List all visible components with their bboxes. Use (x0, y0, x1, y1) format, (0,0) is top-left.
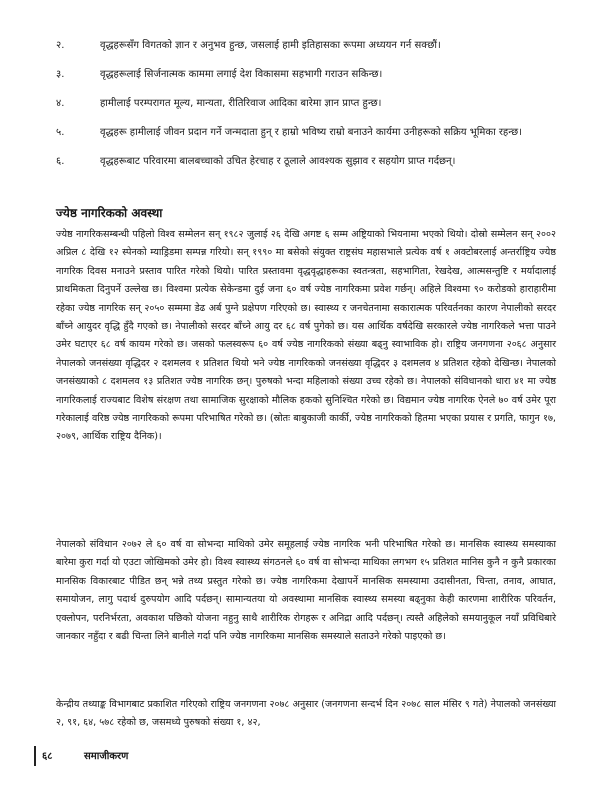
list-item-text: वृद्धहरूलाई सिर्जनात्मक काममा लगाई देश विकासमा सहभागी गराउन सकिन्छ। (100, 69, 383, 80)
footer-divider (34, 746, 36, 766)
list-item (56, 36, 556, 55)
list-item-text: वृद्धहरूबाट परिवारमा बालबच्चाको उचित हेरचाह र ठूलाले आवश्यक सुझाव र सहयोग प्राप्त गर्दछन्। (100, 156, 456, 167)
list-item (56, 65, 556, 84)
numbered-list (56, 36, 556, 181)
list-item (56, 123, 556, 142)
list-item-text: वृद्धहरू हामीलाई जीवन प्रदान गर्ने जन्मदाता हुन् र हाम्रो भविष्य राम्रो बनाउने कार्यमा उनीहरूको सक्रिय भूमिका रहन्छ। (100, 127, 522, 138)
section-heading: ज्येष्ठ नागरिकको अवस्था (56, 206, 163, 220)
paragraph-3: केन्द्रीय तथ्याङ्क विभागबाट प्रकाशित गरिएको राष्ट्रिय जनगणना २०७८ अनुसार (जनगणना सन्दर्भ दिन २०७८ साल मंसिर ९ गते) नेपालको जनसंख्या २, ९१, ६४, ५७८ रहेको छ, जसमध्ये पुरुषको संख्या १, ४२, (56, 699, 556, 729)
list-item (56, 152, 556, 171)
list-item-text: हामीलाई परम्परागत मूल्य, मान्यता, रीतिरिवाज आदिका बारेमा ज्ञान प्राप्त हुन्छ। (100, 98, 382, 109)
list-item (56, 94, 556, 113)
list-item-number: ५. (56, 127, 65, 138)
list-item-number: ३. (56, 69, 65, 80)
page-number: ६८ (42, 751, 53, 762)
footer-title: समाजीकरण (84, 751, 129, 762)
list-item-number: २. (56, 40, 65, 51)
list-item-text: वृद्धहरूसँग विगतको ज्ञान र अनुभव हुन्छ, जसलाई हामी इतिहासका रूपमा अध्ययन गर्न सक्छौं। (100, 40, 441, 51)
paragraph-1: ज्येष्ठ नागरिकसम्बन्धी पहिलो विश्व सम्मेलन सन् १९८२ जुलाई २६ देखि अगष्ट ६ सम्म अष्ट्रियाको भियनामा भएको थियो। दोस्रो सम्मेलन सन् २००२ अप्रिल ८ देखि १२ स्पेनको म्याड्रिडमा सम्पन्न गरियो। सन् १९९० मा बसेको संयुक्त राष्ट्रसंघ महासभाले प्रत्येक वर्ष १ अक्टोबरलाई अन्तर्राष्ट्रिय ज्येष्ठ नागरिक दिवस मनाउने प्रस्ताव पारित गरेको थियो। पारित प्रस्तावमा वृद्धवृद्धाहरूका स्वतन्त्रता, सहभागिता, रेखदेख, आत्मसन्तुष्टि र मर्यादालाई प्राथमिकता दिनुपर्ने उल्लेख छ। विश्वमा प्रत्येक सेकेन्डमा दुई जना ६० वर्ष ज्येष्ठ नागरिकमा प्रवेश गर्छन्। अहिले विश्वमा ९० करोडको हाराहारीमा रहेका ज्येष्ठ नागरिक सन् २०५० सम्ममा डेढ अर्ब पुग्ने प्रक्षेपण गरिएको छ। स्वास्थ्य र जनचेतनामा सकारात्मक परिवर्तनका कारण नेपालीको सरदर बाँच्ने आयुदर वृद्धि हुँदै गएको छ। नेपालीको सरदर बाँच्ने आयु दर ६८ वर्ष पुगेको छ। यस आर्थिक वर्षदेखि सरकारले ज्येष्ठ नागरिकले भत्ता पाउने उमेर घटाएर ६८ वर्ष कायम गरेको छ। जसको फलस्वरूप ६० वर्ष ज्येष्ठ नागरिकको संख्या बढ्नु स्वाभाविक हो। राष्ट्रिय जनगणना २०६८ अनुसार नेपालको जनसंख्या वृद्धिदर २ दशमलव १ प्रतिशत थियो भने ज्येष्ठ नागरिकको जनसंख्या वृद्धिदर ३ दशमलव ४ प्रतिशत रहेको देखिन्छ। नेपालको जनसंख्याको ८ दशमलव १३ प्रतिशत ज्येष्ठ नागरिक छन्। पुरुषको भन्दा महिलाको संख्या उच्च रहेको छ। नेपालको संविधानको धारा ४१ मा ज्येष्ठ नागरिकलाई राज्यबाट विशेष संरक्षण तथा सामाजिक सुरक्षाको मौलिक हकको सुनिश्चित गरेको छ। विद्यमान ज्येष्ठ नागरिक ऐनले ७० वर्ष उमेर पूरा गरेकालाई वरिष्ठ ज्येष्ठ नागरिकको रूपमा परिभाषित गरेको छ। (स्रोतः बाबुकाजी कार्की, ज्येष्ठ नागरिकको हितमा भएका प्रयास र प्रगति, फागुन १७, २०७९, आर्थिक राष्ट्रिय दैनिक)। (56, 229, 556, 443)
paragraph-2: नेपालको संविधान २०७२ ले ६० वर्ष वा सोभन्दा माथिको उमेर समूहलाई ज्येष्ठ नागरिक भनी परिभाषित गरेको छ। मानसिक स्वास्थ्य समस्याका बारेमा कुरा गर्दा यो एउटा जोखिमको उमेर हो। विश्व स्वास्थ्य संगठनले ६० वर्ष वा सोभन्दा माथिका लगभग १५ प्रतिशत मानिस कुनै न कुनै प्रकारका मानसिक विकारबाट पीडित छन् भन्ने तथ्य प्रस्तुत गरेको छ। ज्येष्ठ नागरिकमा देखापर्ने मानसिक समस्यामा उदासीनता, चिन्ता, तनाव, आघात, समायोजन, लागु पदार्थ दुरुपयोग आदि पर्दछन्। सामान्यतया यो अवस्थामा मानसिक स्वास्थ्य समस्या बढ्नुका केही कारणमा शारीरिक परिवर्तन, एक्लोपन, परनिर्भरता, अवकाश पछिको योजना नहुनु साथै शारीरिक रोगहरू र अनिद्रा आदि पर्दछन्। त्यस्तै अहिलेको समयानुकूल नयाँ प्रविधिबारे जानकार नहुँदा र बढी चिन्ता लिने बानीले गर्दा पनि ज्येष्ठ नागरिकमा मानसिक समस्याले सताउने गरेको पाइएको छ। (56, 539, 556, 643)
page-footer (42, 748, 128, 762)
list-item-number: ४. (56, 98, 65, 109)
list-item-number: ६. (56, 156, 65, 167)
